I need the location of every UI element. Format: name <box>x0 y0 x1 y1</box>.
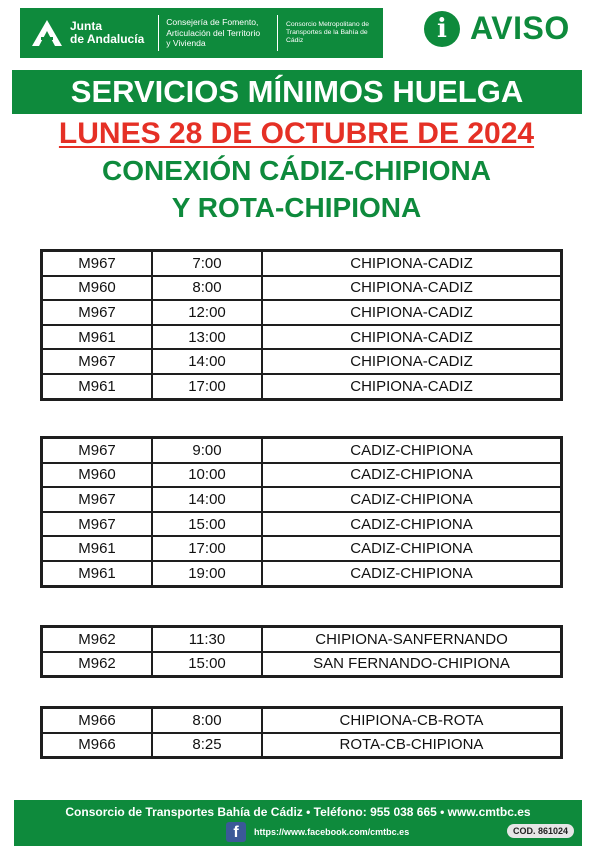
route-cell: CADIZ-CHIPIONA <box>262 487 562 512</box>
connection-heading-2: Y ROTA-CHIPIONA <box>171 192 422 223</box>
junta-line2: de Andalucía <box>70 32 145 46</box>
departure-time-cell: 19:00 <box>152 561 262 586</box>
route-cell: CHIPIONA-CADIZ <box>262 300 562 325</box>
info-icon: i <box>424 11 460 47</box>
departure-time-cell: 15:00 <box>152 512 262 537</box>
departure-time-cell: 14:00 <box>152 487 262 512</box>
line-code-cell: M961 <box>42 325 153 350</box>
line-code-cell: M960 <box>42 463 153 488</box>
line-code-cell: M967 <box>42 487 153 512</box>
table-row <box>42 627 562 652</box>
route-cell: ROTA-CB-CHIPIONA <box>262 733 562 758</box>
line-code-cell: M967 <box>42 512 153 537</box>
line-code-cell: M967 <box>42 438 153 463</box>
table-row <box>42 300 562 325</box>
table-row <box>42 487 562 512</box>
header-divider <box>158 15 159 51</box>
departure-time-cell: 15:00 <box>152 652 262 677</box>
line-code-cell: M962 <box>42 652 153 677</box>
dept-line1: Consejería de Fomento, <box>166 17 259 28</box>
route-cell: CHIPIONA-CADIZ <box>262 276 562 301</box>
schedule-table-chipiona-rota <box>40 706 563 759</box>
table-row <box>42 325 562 350</box>
route-cell: SAN FERNANDO-CHIPIONA <box>262 652 562 677</box>
route-cell: CHIPIONA-CADIZ <box>262 374 562 399</box>
header-banner <box>20 8 383 58</box>
departure-time-cell: 9:00 <box>152 438 262 463</box>
document-code: COD. 861024 <box>507 824 574 838</box>
route-cell: CHIPIONA-CADIZ <box>262 349 562 374</box>
route-cell: CADIZ-CHIPIONA <box>262 438 562 463</box>
table-row <box>42 463 562 488</box>
route-cell: CHIPIONA-CADIZ <box>262 325 562 350</box>
dept-line2: Articulación del Territorio <box>166 27 261 38</box>
departure-time-cell: 8:25 <box>152 733 262 758</box>
table-row <box>42 276 562 301</box>
line-code-cell: M966 <box>42 708 153 733</box>
route-cell: CHIPIONA-CADIZ <box>262 251 562 276</box>
line-code-cell: M961 <box>42 561 153 586</box>
line-code-cell: M967 <box>42 349 153 374</box>
line-code-cell: M960 <box>42 276 153 301</box>
schedule-table-chipiona-cadiz <box>40 249 563 401</box>
facebook-icon: f <box>226 822 246 842</box>
dept-line3: y Vivienda <box>166 38 206 49</box>
table-row <box>42 438 562 463</box>
route-cell: CADIZ-CHIPIONA <box>262 536 562 561</box>
departure-time-cell: 11:30 <box>152 627 262 652</box>
junta-andalucia-logo-icon <box>30 18 64 48</box>
table-row <box>42 561 562 586</box>
route-cell: CHIPIONA-CB-ROTA <box>262 708 562 733</box>
date-heading: LUNES 28 DE OCTUBRE DE 2024 <box>58 117 535 150</box>
line-code-cell: M967 <box>42 251 153 276</box>
route-cell: CADIZ-CHIPIONA <box>262 561 562 586</box>
schedule-table-chipiona-sanfernando <box>40 625 563 678</box>
junta-line1: Junta <box>70 19 103 33</box>
table-row <box>42 652 562 677</box>
departure-time-cell: 17:00 <box>152 374 262 399</box>
route-cell: CADIZ-CHIPIONA <box>262 512 562 537</box>
table-row <box>42 349 562 374</box>
line-code-cell: M966 <box>42 733 153 758</box>
footer-contact: Consorcio de Transportes Bahía de Cádiz • Teléfono: 955 038 665 • www.cmtbc.es <box>65 805 531 819</box>
consorcio-line1: Consorcio Metropolitano de <box>285 21 370 28</box>
page-title: SERVICIOS MÍNIMOS HUELGA <box>12 70 582 114</box>
table-row <box>42 708 562 733</box>
line-code-cell: M961 <box>42 374 153 399</box>
table-row <box>42 512 562 537</box>
aviso-badge <box>424 10 570 47</box>
line-code-cell: M961 <box>42 536 153 561</box>
table-row <box>42 374 562 399</box>
department-name <box>163 17 273 49</box>
facebook-link: https://www.facebook.com/cmtbc.es <box>254 827 410 837</box>
departure-time-cell: 14:00 <box>152 349 262 374</box>
consorcio-name <box>282 21 383 45</box>
consorcio-line2: Transportes de la Bahía de <box>285 29 368 36</box>
departure-time-cell: 7:00 <box>152 251 262 276</box>
table-row <box>42 251 562 276</box>
route-cell: CADIZ-CHIPIONA <box>262 463 562 488</box>
departure-time-cell: 8:00 <box>152 276 262 301</box>
route-cell: CHIPIONA-SANFERNANDO <box>262 627 562 652</box>
departure-time-cell: 13:00 <box>152 325 262 350</box>
departure-time-cell: 8:00 <box>152 708 262 733</box>
connection-heading-1: CONEXIÓN CÁDIZ-CHIPIONA <box>102 155 491 186</box>
line-code-cell: M967 <box>42 300 153 325</box>
aviso-label: AVISO <box>470 10 570 46</box>
header-divider <box>277 15 278 51</box>
junta-logo <box>20 18 154 48</box>
departure-time-cell: 12:00 <box>152 300 262 325</box>
departure-time-cell: 10:00 <box>152 463 262 488</box>
footer <box>14 800 582 846</box>
departure-time-cell: 17:00 <box>152 536 262 561</box>
table-row <box>42 536 562 561</box>
table-row <box>42 733 562 758</box>
line-code-cell: M962 <box>42 627 153 652</box>
consorcio-line3: Cádiz <box>285 37 304 44</box>
schedule-table-cadiz-chipiona <box>40 436 563 588</box>
